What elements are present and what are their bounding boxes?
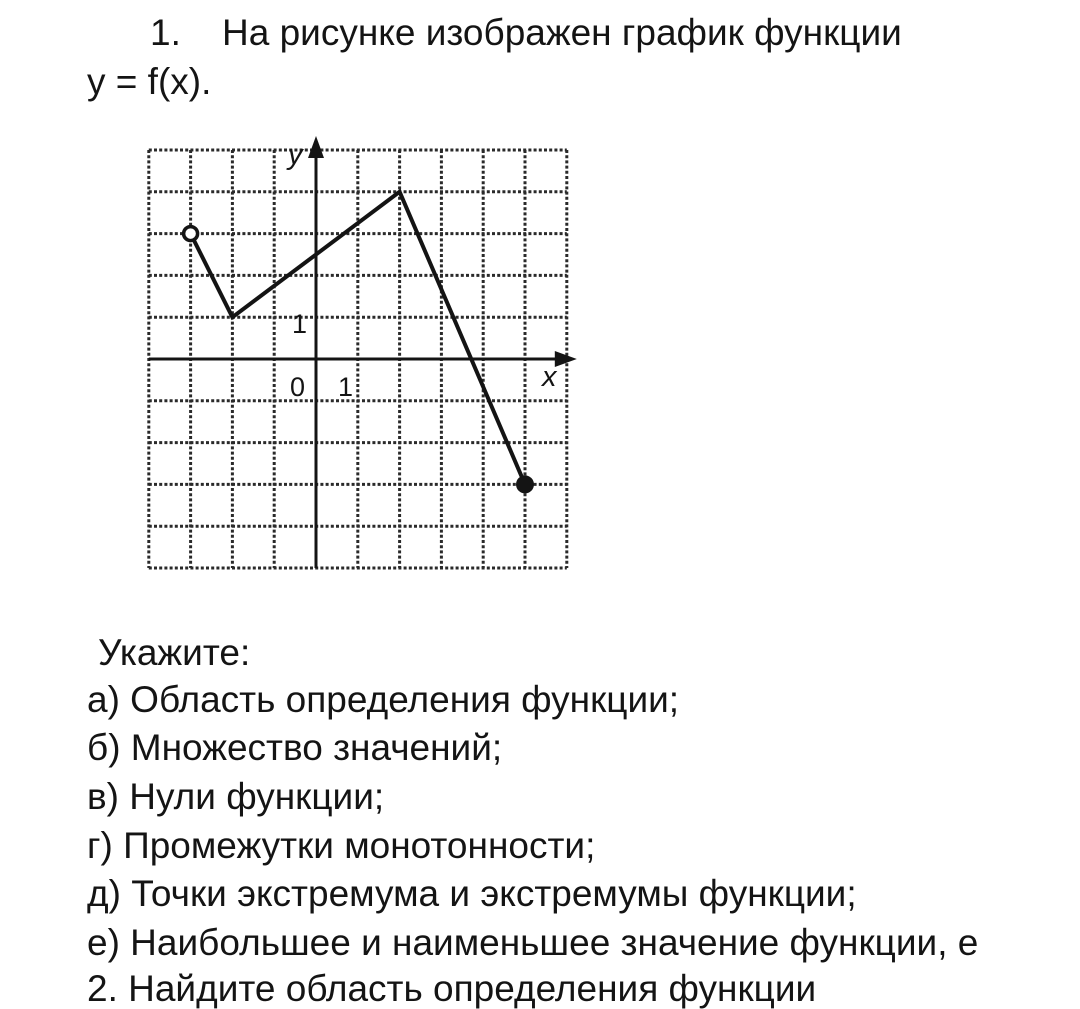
question-a: а) Область определения функции; bbox=[87, 679, 680, 720]
origin-label: 0 bbox=[290, 372, 306, 402]
question-g: г) Промежутки монотонности; bbox=[87, 825, 596, 866]
x-unit-label: 1 bbox=[338, 372, 354, 402]
filled-endpoint bbox=[516, 475, 534, 493]
question-e: е) Наибольшее и наименьшее значение функции, е bbox=[87, 922, 979, 963]
prompt-label: Укажите: bbox=[98, 632, 251, 673]
x-axis-label: x bbox=[542, 361, 557, 393]
tick-labels bbox=[286, 139, 558, 402]
open-endpoint bbox=[184, 227, 198, 241]
task-2-text: 2. Найдите область определения функции bbox=[87, 968, 817, 1009]
question-d: д) Точки экстремума и экстремумы функции; bbox=[87, 873, 857, 914]
task-intro-text: На рисунке изображен график функции bbox=[222, 12, 902, 53]
function-name: y = f(x). bbox=[87, 61, 212, 102]
y-axis-arrow bbox=[308, 136, 324, 158]
y-axis-label: y bbox=[288, 139, 303, 171]
question-b: б) Множество значений; bbox=[87, 727, 503, 768]
question-v: в) Нули функции; bbox=[87, 776, 385, 817]
task-number: 1. bbox=[150, 12, 181, 53]
axes bbox=[149, 136, 577, 568]
y-unit-label: 1 bbox=[292, 309, 308, 339]
